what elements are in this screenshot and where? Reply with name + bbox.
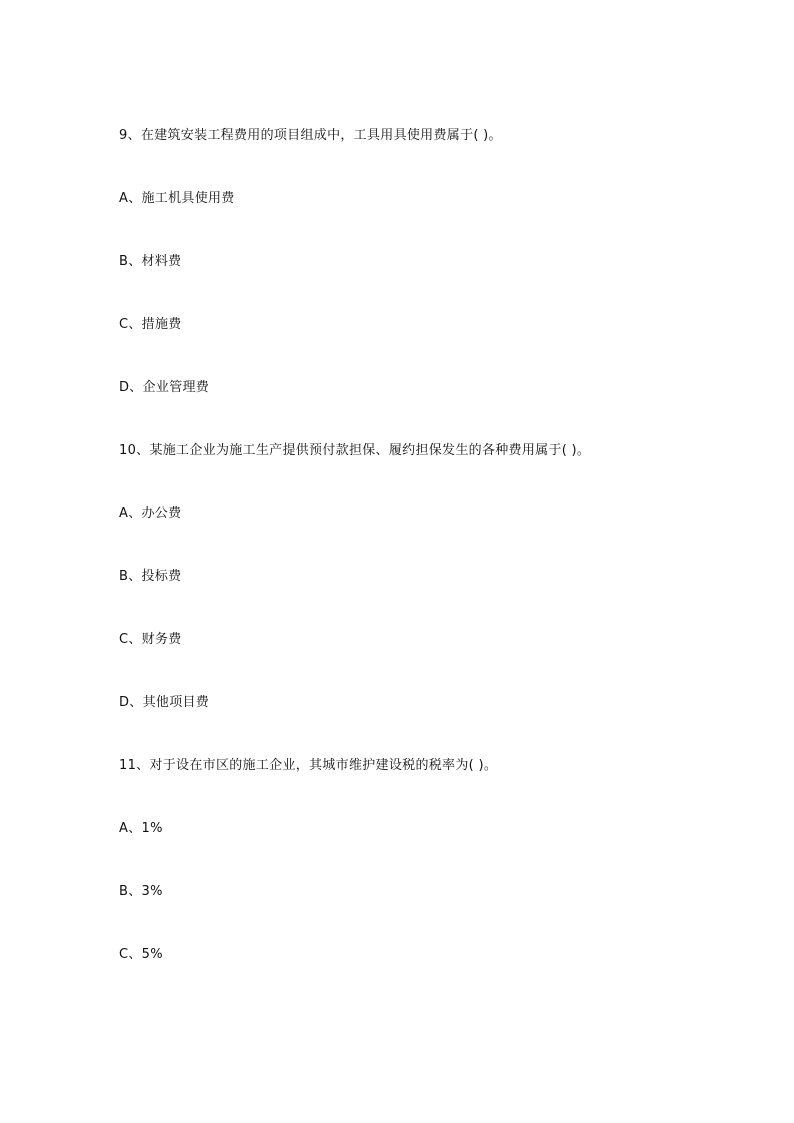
question-10-option-a: A、办公费 [119,506,182,521]
question-11-option-c: C、5% [119,947,163,962]
question-9-option-a: A、施工机具使用费 [119,191,235,206]
question-9-option-d: D、企业管理费 [119,380,210,395]
question-9: 9、在建筑安装工程费用的项目组成中，工具用具使用费属于( )。 [119,128,502,143]
question-10-option-b: B、投标费 [119,569,182,584]
question-11-option-b: B、3% [119,884,163,899]
question-11-option-a: A、1% [119,821,163,836]
question-10-option-d: D、其他项目费 [119,695,210,710]
question-9-option-b: B、材料费 [119,254,182,269]
question-9-option-c: C、措施费 [119,317,182,332]
question-11: 11、对于设在市区的施工企业，其城市维护建设税的税率为( )。 [119,758,498,773]
question-10: 10、某施工企业为施工生产提供预付款担保、履约担保发生的各种费用属于( )。 [119,443,591,458]
question-10-option-c: C、财务费 [119,632,182,647]
